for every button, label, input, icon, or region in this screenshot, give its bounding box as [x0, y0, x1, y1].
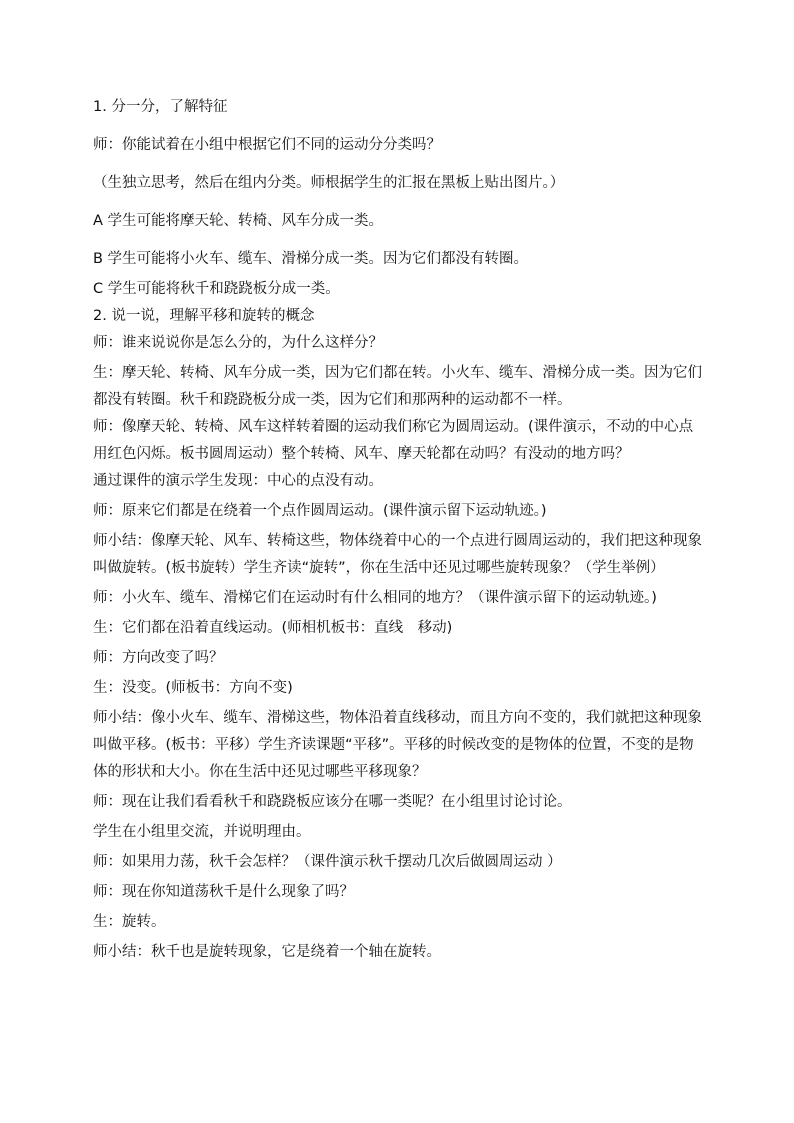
section-heading-2: 2. 说一说，理解平移和旋转的概念 [93, 308, 315, 324]
paragraph: C 学生可能将秋千和跷跷板分成一类。 [93, 281, 340, 297]
paragraph: 师：现在你知道荡秋千是什么现象了吗？ [93, 884, 354, 900]
paragraph: A 学生可能将摩天轮、转椅、风车分成一类。 [93, 213, 384, 229]
paragraph: 学生在小组里交流，并说明理由。 [93, 824, 311, 840]
section-heading-1: 1. 分一分，了解特征 [93, 99, 228, 115]
paragraph: 生：没变。(师板书：方向不变) [93, 680, 293, 696]
paragraph: 师：方向改变了吗？ [93, 650, 224, 666]
paragraph: 生：摩天轮、转椅、风车分成一类，因为它们都在转。小火车、缆车、滑梯分成一类。因为它们都没有转圈。秋千和跷跷板分成一类，因为它们和那两种的运动都不一样。 [93, 365, 702, 408]
paragraph: 师：如果用力荡，秋千会怎样？（课件演示秋千摆动几次后做圆周运动 ） [93, 854, 562, 870]
paragraph: 师：小火车、缆车、滑梯它们在运动时有什么相同的地方？（课件演示留下的运动轨迹。) [93, 590, 657, 606]
paragraph: 师：像摩天轮、转椅、风车这样转着圈的运动我们称它为圆周运动。(课件演示，不动的中心点用红色闪烁。板书圆周运动）整个转椅、风车、摩天轮都在动吗？有没动的地方吗？ [93, 419, 694, 462]
paragraph: B 学生可能将小火车、缆车、滑梯分成一类。因为它们都没有转圈。 [93, 251, 529, 267]
paragraph: 师小结：像摩天轮、风车、转椅这些，物体绕着中心的一个点进行圆周运动的，我们把这种现象叫做旋转。(板书旋转）学生齐读“旋转”，你在生活中还见过哪些旋转现象？（学生举例） [93, 533, 702, 576]
paragraph: 师小结：秋千也是旋转现象，它是绕着一个轴在旋转。 [93, 944, 441, 960]
paragraph: 师：你能试着在小组中根据它们不同的运动分分类吗？ [93, 137, 441, 153]
paragraph: 师：原来它们都是在绕着一个点作圆周运动。(课件演示留下运动轨迹。) [93, 503, 547, 519]
paragraph: 师：谁来说说你是怎么分的，为什么这样分？ [93, 335, 383, 351]
paragraph: 生：它们都在沿着直线运动。(师相机板书：直线 移动) [93, 620, 453, 636]
paragraph: 师小结：像小火车、缆车、滑梯这些，物体沿着直线移动，而且方向不变的，我们就把这种现象叫做平移。(板书：平移）学生齐读课题“平移”。平移的时候改变的是物体的位置，不变的是物体的形状和大小。你在生活中还见过哪些平移现象？ [93, 710, 702, 780]
paragraph: 生：旋转。 [93, 914, 166, 930]
document-body [93, 94, 703, 966]
paragraph: （生独立思考，然后在组内分类。师根据学生的汇报在黑板上贴出图片。） [93, 175, 565, 191]
paragraph: 通过课件的演示学生发现：中心的点没有动。 [93, 473, 383, 489]
paragraph: 师：现在让我们看看秋千和跷跷板应该分在哪一类呢？在小组里讨论讨论。 [93, 794, 572, 810]
